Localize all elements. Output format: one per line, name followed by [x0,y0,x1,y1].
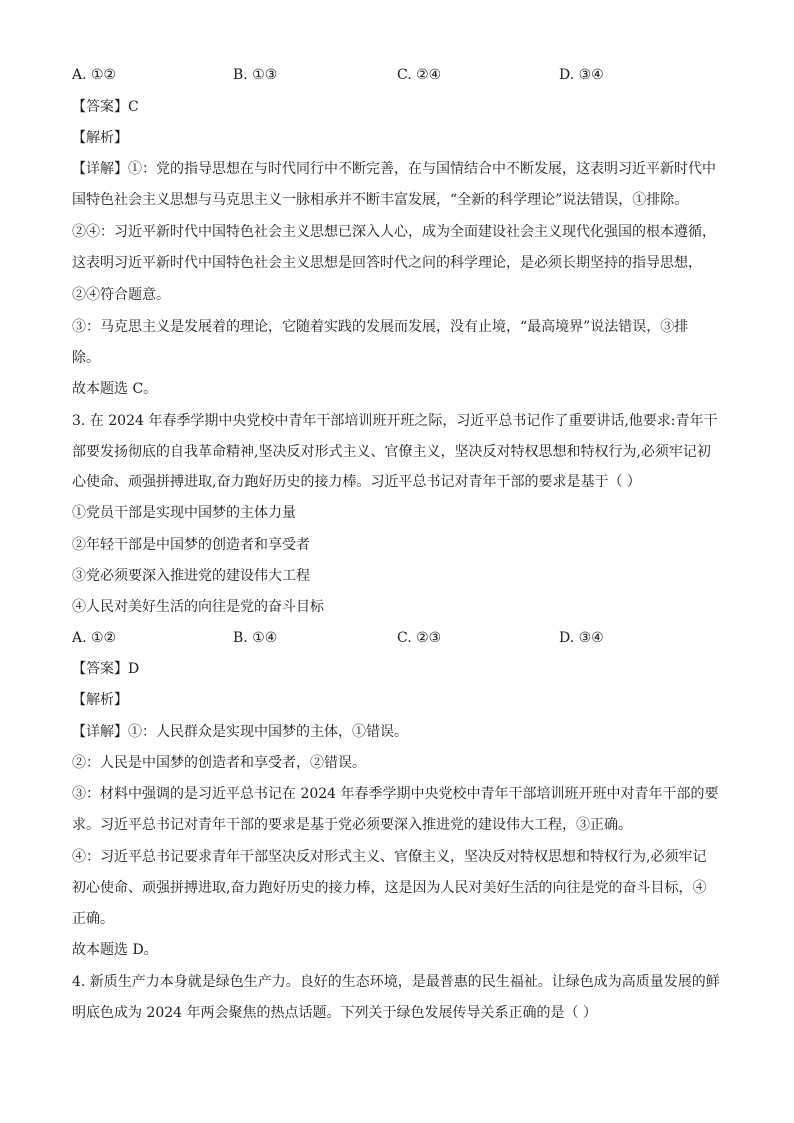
q2-detail-line-7: 除。 [72,350,100,366]
q2-detail-line-3: ②④：习近平新时代中国特色社会主义思想已深入人心，成为全面建设社会主义现代化强国的根本遵循， [72,224,716,240]
q3-detail-text-1: ①：人民群众是实现中国梦的主体，①错误。 [128,724,408,740]
q4-stem-line-1: 4. 新质生产力本身就是绿色生产力。良好的生态环境，是最普惠的民生福祉。让绿色成为高质量发展的鲜 [72,974,720,990]
q2-conclusion: 故本题选 C。 [72,381,158,397]
q2-answer-value: C [128,99,139,115]
q3-options [72,628,732,648]
q2-option-c: C. ②④ [397,67,442,83]
q3-item-3: ③党必须要深入推进党的建设伟大工程 [72,568,310,584]
q4-stem-line-2: 明底色成为 2024 年两会聚焦的热点话题。下列关于绿色发展传导关系正确的是（ ） [72,1005,597,1021]
q3-item-4: ④人民对美好生活的向往是党的奋斗目标 [72,599,324,615]
q3-option-d: D. ③④ [559,630,604,646]
q3-option-a: A. ①② [72,630,117,646]
q3-detail-line-3: ③：材料中强调的是习近平总书记在 2024 年春季学期中央党校中青年干部培训班开班中对青年干部的要 [72,786,719,802]
q2-option-b: B. ①③ [233,67,278,83]
q3-stem-line-1: 3. 在 2024 年春季学期中央党校中青年干部培训班开班之际，习近平总书记作了重要讲话,他要求:青年干 [72,413,718,429]
q3-answer-label: 【答案】 [72,661,128,677]
q2-options [72,65,732,85]
q3-stem-line-2: 部要发扬彻底的自我革命精神,坚决反对形式主义、官僚主义，坚决反对特权思想和特权行为,必须牢记初 [72,444,711,460]
q2-analysis-label: 【解析】 [72,130,128,146]
q3-detail-line-4: 求。习近平总书记对青年干部的要求是基于党必须要深入推进党的建设伟大工程，③正确。 [72,817,632,833]
q3-detail-line-5: ④：习近平总书记要求青年干部坚决反对形式主义、官僚主义，坚决反对特权思想和特权行为,必须牢记 [72,849,707,865]
q3-detail-label: 【详解】 [72,724,128,740]
q2-detail-line-4: 这表明习近平新时代中国特色社会主义思想是回答时代之问的科学理论，是必须长期坚持的指导思想， [72,255,702,271]
q2-detail-line-6: ③：马克思主义是发展着的理论，它随着实践的发展而发展，没有止境，“最高境界”说法错误，③排 [72,319,689,335]
q3-item-1: ①党员干部是实现中国梦的主体力量 [72,505,296,521]
q2-answer-label: 【答案】 [72,99,128,115]
q3-detail-line-2: ②：人民是中国梦的创造者和享受者，②错误。 [72,755,366,771]
q2-option-d: D. ③④ [559,67,604,83]
q3-item-2: ②年轻干部是中国梦的创造者和享受者 [72,537,310,553]
q3-detail-line-7: 正确。 [72,911,114,927]
q3-answer-value: D [128,661,140,677]
q2-detail-line-2: 国特色社会主义思想与马克思主义一脉相承并不断丰富发展，“全新的科学理论”说法错误，①排除。 [72,192,689,208]
q2-detail-text-1: ①：党的指导思想在与时代同行中不断完善，在与国情结合中不断发展，这表明习近平新时代中 [128,161,716,177]
q2-detail-line-1 [72,159,732,179]
q2-detail-line-5: ②④符合题意。 [72,287,170,303]
q3-analysis-label: 【解析】 [72,692,128,708]
q2-answer [72,97,732,117]
q3-answer [72,659,732,679]
q3-option-b: B. ①④ [233,630,278,646]
q3-stem-line-3: 心使命、顽强拼搏进取,奋力跑好历史的接力棒。习近平总书记对青年干部的要求是基于（ ） [72,474,641,490]
q2-option-a: A. ①② [72,67,117,83]
q3-conclusion: 故本题选 D。 [72,942,158,958]
q2-detail-label: 【详解】 [72,161,128,177]
q3-detail-line-1 [72,722,732,742]
q3-detail-line-6: 初心使命、顽强拼搏进取,奋力跑好历史的接力棒，这是因为人民对美好生活的向往是党的奋斗目标，④ [72,880,707,896]
q3-option-c: C. ②③ [397,630,442,646]
